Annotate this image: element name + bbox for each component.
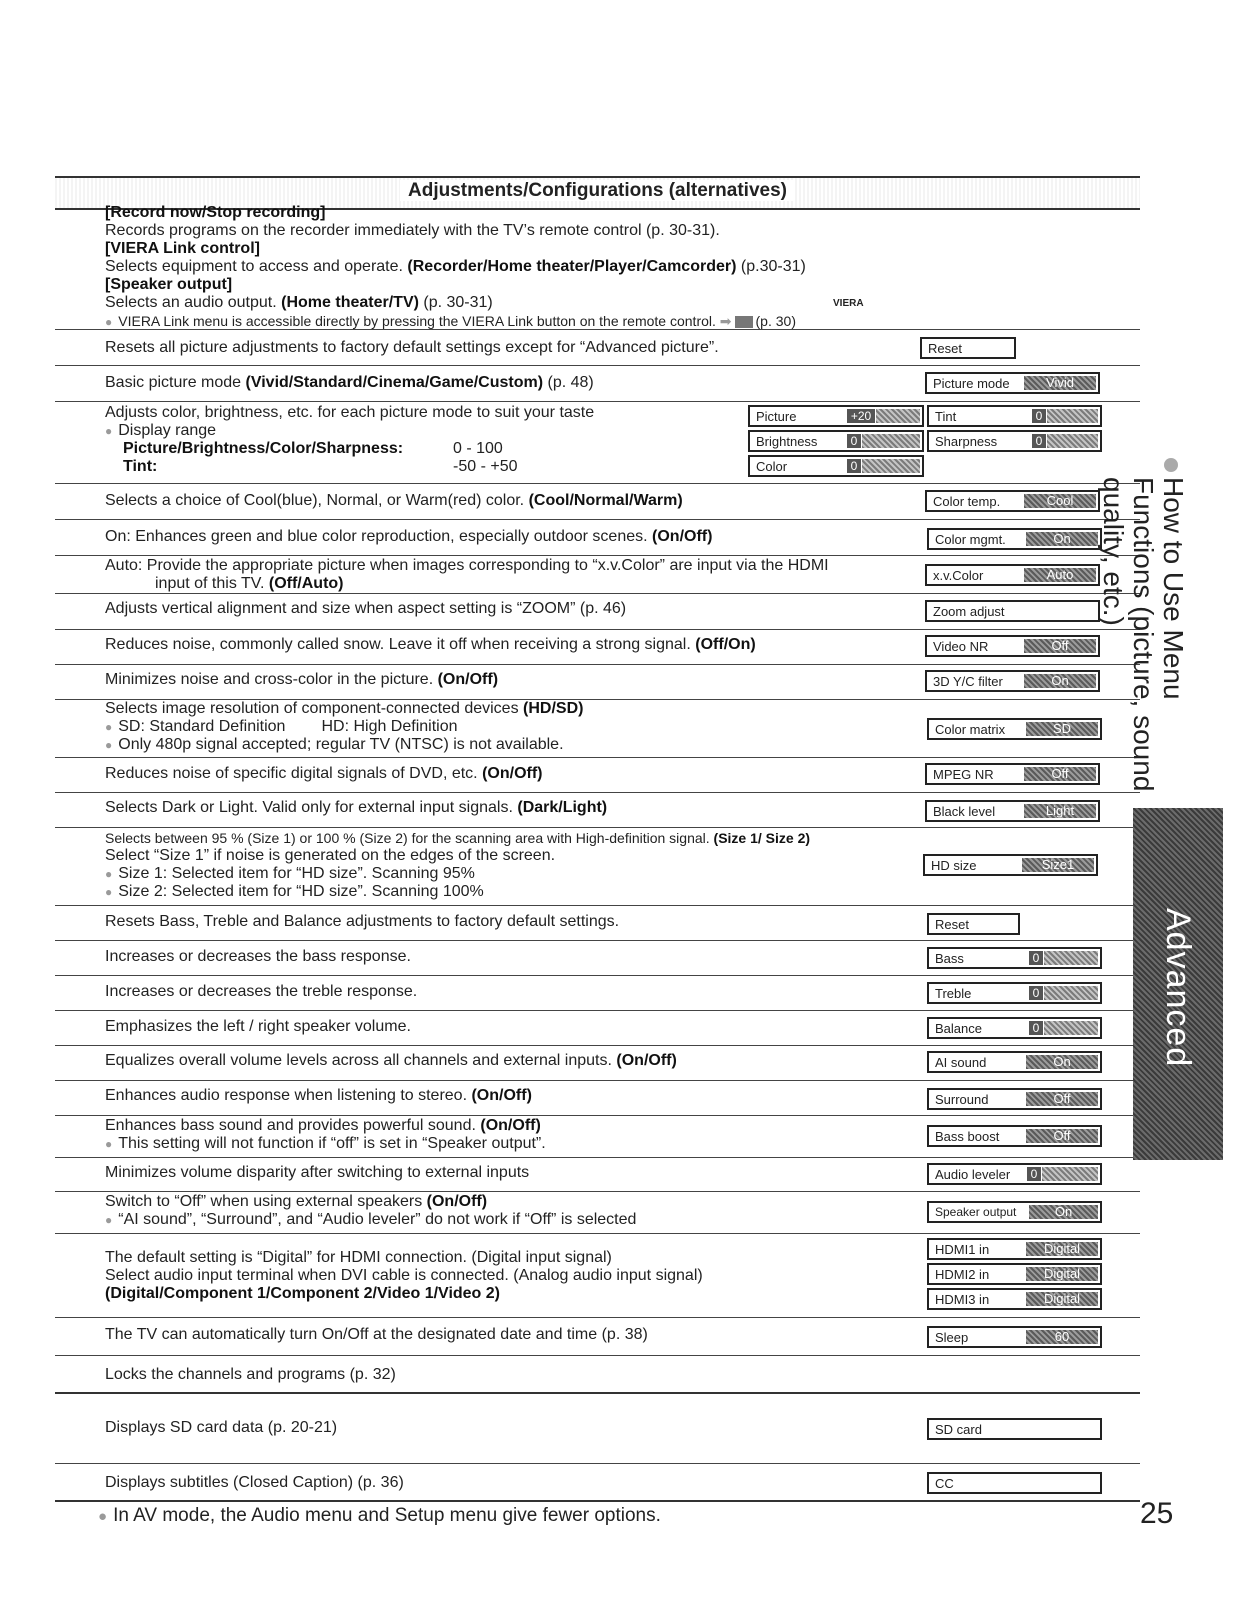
cc-widget[interactable]: CC [927, 1472, 1102, 1494]
row-picture-mode: Basic picture mode (Vivid/Standard/Cinema/Game/Custom) (p. 48) Picture mode Vivid [55, 366, 1140, 402]
row-color-matrix: Selects image resolution of component-connected devices (HD/SD) ● SD: Standard Definition HD: High Definition ● Only 480p signal accepted; regular TV (NTSC) is not available. Color matrix SD [55, 700, 1140, 758]
row-audio-leveler: Minimizes volume disparity after switching to external inputs Audio leveler 0 [55, 1158, 1140, 1192]
row-surround: Enhances audio response when listening to stereo. (On/Off) Surround Off [55, 1081, 1140, 1116]
bass-boost-widget[interactable]: Bass boost Off [927, 1125, 1102, 1147]
hdmi1-in-widget[interactable]: HDMI1 in Digital [927, 1238, 1102, 1260]
sharpness-widget[interactable]: Sharpness 0 [927, 430, 1102, 452]
hdmi3-in-widget[interactable]: HDMI3 in Digital [927, 1288, 1102, 1310]
bass-widget[interactable]: Bass 0 [927, 947, 1102, 969]
zoom-adjust-widget[interactable]: Zoom adjust [925, 600, 1100, 622]
hd-size-widget[interactable]: HD size Size1 [923, 854, 1098, 876]
row-hdmi-in: The default setting is “Digital” for HDMI connection. (Digital input signal) Select audio input terminal when DVI cable is connected. (Analog audio input signal) (Digital/Component 1/Component 2/Video 1/Video 2) HDMI1 in Digital HDMI2 in Digital HDMI3 in Digital [55, 1234, 1140, 1318]
side-section-label: How to Use Menu Functions (picture, sound quality, etc.) [1098, 477, 1189, 792]
row-sleep: The TV can automatically turn On/Off at the designated date and time (p. 38) Sleep 60 [55, 1318, 1140, 1356]
row-3d-yc-filter: Minimizes noise and cross-color in the picture. (On/Off) 3D Y/C filter On [55, 665, 1140, 700]
bullet-icon: ● [105, 885, 113, 899]
row-reset-audio: Resets Bass, Treble and Balance adjustments to factory default settings. Reset [55, 906, 1140, 941]
row-speaker-output: Switch to “Off” when using external speakers (On/Off) ● “AI sound”, “Surround”, and “Audio leveler” do not work if “Off” is selected Speaker output On [55, 1192, 1140, 1234]
color-widget[interactable]: Color 0 [748, 455, 924, 477]
row-cc: Displays subtitles (Closed Caption) (p. 36) CC [55, 1464, 1140, 1502]
mpeg-nr-widget[interactable]: MPEG NR Off [925, 763, 1100, 785]
viera-link-icon [735, 316, 753, 328]
brightness-widget[interactable]: Brightness 0 [748, 430, 924, 452]
color-mgmt-widget[interactable]: Color mgmt. On [927, 528, 1102, 550]
video-nr-widget[interactable]: Video NR Off [925, 635, 1100, 657]
xvcolor-widget[interactable]: x.v.Color Auto [925, 564, 1100, 586]
picture-mode-widget[interactable]: Picture mode Vivid [925, 372, 1100, 394]
row-color-mgmt: On: Enhances green and blue color reproduction, especially outdoor scenes. (On/Off) Color mgmt. On [55, 520, 1140, 556]
row-hd-size: Selects between 95 % (Size 1) or 100 % (Size 2) for the scanning area with High-definition signal. (Size 1/ Size 2) Select “Size 1” if noise is generated on the edges of the screen. ● Size 1: Selected item for “HD size”. Scanning 95% ● Size 2: Selected item for “HD size”. Scanning 100% HD size Size1 [55, 828, 1140, 906]
bullet-icon: ● [105, 1213, 113, 1227]
row-zoom-adjust: Adjusts vertical alignment and size when aspect setting is “ZOOM” (p. 46) Zoom adjust [55, 594, 1140, 630]
bullet-icon: ● [105, 1137, 113, 1151]
hdmi2-in-widget[interactable]: HDMI2 in Digital [927, 1263, 1102, 1285]
row-treble: Increases or decreases the treble response. Treble 0 [55, 976, 1140, 1011]
picture-widget[interactable]: Picture +20 [748, 405, 924, 427]
row-bass: Increases or decreases the bass response. Bass 0 [55, 941, 1140, 976]
row-bass-boost: Enhances bass sound and provides powerful sound. (On/Off) ● This setting will not function if “off” is set in “Speaker output”. Bass boost Off [55, 1116, 1140, 1158]
treble-widget[interactable]: Treble 0 [927, 982, 1102, 1004]
row-video-nr: Reduces noise, commonly called snow. Leave it off when receiving a strong signal. (Off/On) Video NR Off [55, 630, 1140, 665]
bullet-icon: ● [105, 720, 113, 734]
row-viera-link: [Record now/Stop recording] Records programs on the recorder immediately with the TV’s remote control (p. 30-31). [VIERA Link control] Selects equipment to access and operate. (Recorder/Home theater/Player/Camcorder) (p.30-31) [Speaker output] Selects an audio output. (Home theater/TV) (p. 30-31) ● VIERA Link menu is accessible directly by pressing the VIERA Link button on the remote control. ➡ (p. 30) VIERA [55, 206, 1140, 330]
row-reset-picture: Resets all picture adjustments to factory default settings except for “Advanced picture”. Reset [55, 330, 1140, 366]
bullet-icon: ● [98, 1508, 108, 1525]
bullet-icon: ● [105, 738, 113, 752]
speaker-output-widget[interactable]: Speaker output On [927, 1201, 1102, 1223]
surround-widget[interactable]: Surround Off [927, 1088, 1102, 1110]
color-matrix-widget[interactable]: Color matrix SD [927, 718, 1102, 740]
bullet-icon: ● [105, 315, 113, 329]
color-temp-widget[interactable]: Color temp. Cool [925, 490, 1100, 512]
audio-leveler-widget[interactable]: Audio leveler 0 [927, 1163, 1102, 1185]
footnote: ● In AV mode, the Audio menu and Setup menu give fewer options. [98, 1505, 661, 1526]
advanced-tab: Advanced [1133, 808, 1223, 1160]
table-title: Adjustments/Configurations (alternatives) [400, 180, 795, 201]
item-speaker-output: [Speaker output] [105, 276, 233, 293]
row-lock: Locks the channels and programs (p. 32) [55, 1356, 1140, 1394]
sleep-widget[interactable]: Sleep 60 [927, 1326, 1102, 1348]
row-mpeg-nr: Reduces noise of specific digital signals of DVD, etc. (On/Off) MPEG NR Off [55, 758, 1140, 793]
bullet-icon: ● [105, 424, 113, 438]
row-color-temp: Selects a choice of Cool(blue), Normal, or Warm(red) color. (Cool/Normal/Warm) Color temp. Cool [55, 484, 1140, 520]
bullet-icon: ● [105, 867, 113, 881]
balance-widget[interactable]: Balance 0 [927, 1017, 1102, 1039]
row-sd-card: Displays SD card data (p. 20-21) SD card [55, 1394, 1140, 1464]
sd-card-widget[interactable]: SD card [927, 1418, 1102, 1440]
row-xvcolor: Auto: Provide the appropriate picture when images corresponding to “x.v.Color” are input via the HDMI input of this TV. (Off/Auto) x.v.Color Auto [55, 556, 1140, 594]
row-ai-sound: Equalizes overall volume levels across all channels and external inputs. (On/Off) AI sound On [55, 1046, 1140, 1081]
item-viera-link-control: [VIERA Link control] [105, 240, 260, 257]
3d-yc-filter-widget[interactable]: 3D Y/C filter On [925, 670, 1100, 692]
tint-widget[interactable]: Tint 0 [927, 405, 1102, 427]
reset-picture-widget[interactable]: Reset [920, 337, 1016, 359]
row-balance: Emphasizes the left / right speaker volume. Balance 0 [55, 1011, 1140, 1046]
viera-note: ● VIERA Link menu is accessible directly by pressing the VIERA Link button on the remote control. ➡ (p. 30) [105, 313, 796, 329]
page-number: 25 [1140, 1497, 1174, 1530]
record-now-desc: Records programs on the recorder immediately with the TV’s remote control (p. 30-31). [105, 222, 720, 239]
row-picture-adjust: Adjusts color, brightness, etc. for each picture mode to suit your taste ● Display range Picture/Brightness/Color/Sharpness: 0 - 100 Tint: -50 - +50 Picture +20 Brightness 0 Color 0 Tint 0 Sharpness 0 [55, 402, 1140, 484]
ai-sound-widget[interactable]: AI sound On [927, 1051, 1102, 1073]
arrow-icon: ➡ [719, 313, 732, 329]
item-record-now: [Record now/Stop recording] [105, 204, 326, 221]
row-black-level: Selects Dark or Light. Valid only for external input signals. (Dark/Light) Black level Light [55, 793, 1140, 828]
reset-audio-widget[interactable]: Reset [927, 913, 1020, 935]
viera-logo: VIERA [833, 298, 864, 309]
black-level-widget[interactable]: Black level Light [925, 800, 1100, 822]
